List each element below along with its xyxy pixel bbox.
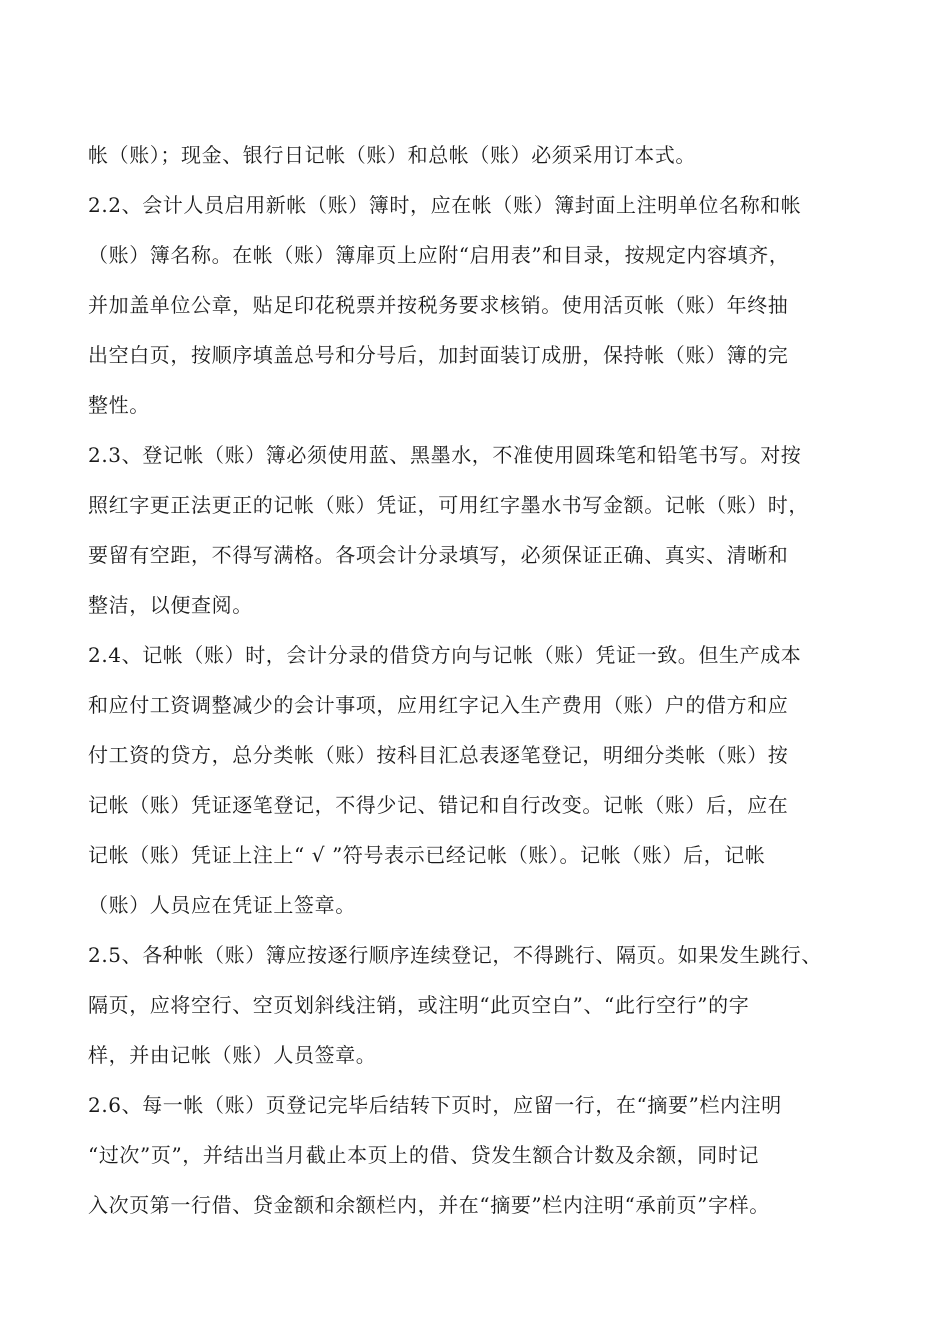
text-line: 记帐（账）凭证上注上“ √ ”符号表示已经记帐（账）。记帐（账）后，记帐 xyxy=(88,843,766,867)
text-line: 出空白页，按顺序填盖总号和分号后，加封面装订成册，保持帐（账）簿的完 xyxy=(88,343,789,367)
text-line: 2.5、各种帐（账）簿应按逐行顺序连续登记，不得跳行、隔页。如果发生跳行、 xyxy=(88,943,823,967)
text-line: 2.4、记帐（账）时，会计分录的借贷方向与记帐（账）凭证一致。但生产成本 xyxy=(88,643,802,667)
text-line: 整性。 xyxy=(88,393,150,417)
text-line: 整洁，以便查阅。 xyxy=(88,593,253,617)
text-line: “过次”页”，并结出当月截止本页上的借、贷发生额合计数及余额，同时记 xyxy=(88,1143,760,1167)
text-line: （账）簿名称。在帐（账）簿扉页上应附“启用表”和目录，按规定内容填齐， xyxy=(88,243,790,267)
text-line: 2.6、每一帐（账）页登记完毕后结转下页时，应留一行，在“摘要”栏内注明 xyxy=(88,1093,782,1117)
text-line: 样，并由记帐（账）人员签章。 xyxy=(88,1043,377,1067)
text-line: 2.2、会计人员启用新帐（账）簿时，应在帐（账）簿封面上注明单位名称和帐 xyxy=(88,193,802,217)
text-line: 要留有空距，不得写满格。各项会计分录填写，必须保证正确、真实、清晰和 xyxy=(88,543,789,567)
text-line: （账）人员应在凭证上签章。 xyxy=(88,893,356,917)
text-line: 入次页第一行借、贷金额和余额栏内，并在“摘要”栏内注明“承前页”字样。 xyxy=(88,1193,770,1217)
text-line: 付工资的贷方，总分类帐（账）按科目汇总表逐笔登记，明细分类帐（账）按 xyxy=(88,743,789,767)
text-line: 并加盖单位公章，贴足印花税票并按税务要求核销。使用活页帐（账）年终抽 xyxy=(88,293,789,317)
body-text xyxy=(88,130,888,1230)
text-line: 记帐（账）凭证逐笔登记，不得少记、错记和自行改变。记帐（账）后，应在 xyxy=(88,793,789,817)
text-line: 照红字更正法更正的记帐（账）凭证，可用红字墨水书写金额。记帐（账）时， xyxy=(88,493,809,517)
text-line: 隔页，应将空行、空页划斜线注销，或注明“此页空白”、“此行空行”的字 xyxy=(88,993,750,1017)
text-line: 帐（账）；现金、银行日记帐（账）和总帐（账）必须采用订本式。 xyxy=(88,143,696,167)
text-line: 和应付工资调整减少的会计事项，应用红字记入生产费用（账）户的借方和应 xyxy=(88,693,789,717)
text-line: 2.3、登记帐（账）簿必须使用蓝、黑墨水，不准使用圆珠笔和铅笔书写。对按 xyxy=(88,443,802,467)
